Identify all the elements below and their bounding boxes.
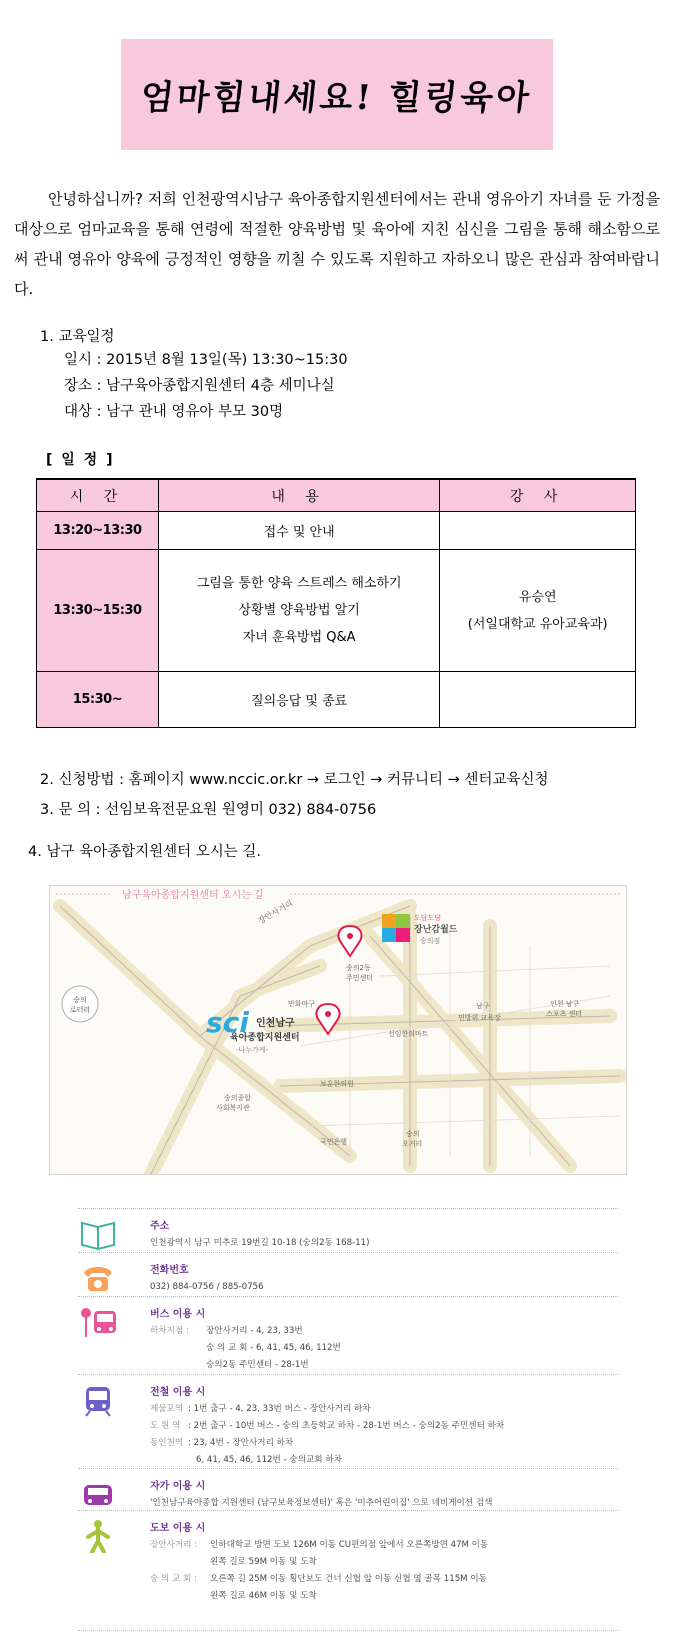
map-label-sports2: 스포츠 센터 (546, 1010, 583, 1018)
map-label-bohun: 보훈한의원 (320, 1080, 354, 1088)
row-content: 질의응답 및 종료 (158, 672, 439, 728)
table-row (37, 550, 636, 672)
subway-label: 동인천역 (150, 1438, 184, 1448)
section1-target: 대상 : 남구 관내 영유아 부모 30명 (64, 404, 284, 420)
address-text: 인천광역시 남구 미추로 19번길 10-18 (숭의2동 168-11) (150, 1238, 370, 1248)
bus-title: 버스 이용 시 (150, 1309, 206, 1320)
center-logo: sci (206, 1006, 249, 1039)
info-walk (78, 1510, 618, 1631)
page-title: 엄마힘내세요! 힐링육아 (138, 78, 535, 118)
map-label-dodo: 도담도담 (414, 914, 442, 922)
map-label-center2: 육아종합지원센터 (230, 1033, 300, 1043)
info-address (78, 1208, 618, 1253)
map-label-manhwa: 만화마구 (288, 1000, 316, 1008)
walk-line: 왼쪽 길로 59M 이동 및 도착 (210, 1557, 317, 1567)
speaker-affiliation: (서일대학교 유아교육과) (467, 616, 608, 632)
subway-line: 6, 41, 45, 46, 112번 - 숭의교회 하차 (196, 1455, 342, 1465)
schedule-header-row (37, 479, 636, 512)
map-label-seonim: 선임한의마트 (388, 1030, 429, 1038)
header-speaker: 강 사 (440, 479, 636, 512)
row-speaker (440, 550, 636, 672)
row-content (158, 550, 439, 672)
map-label-sungui2: 숭의2동 (346, 964, 371, 972)
section1-place: 장소 : 남구육아종합지원센터 4층 세미나실 (64, 378, 335, 394)
subway-line: : 1번 출구 - 4, 23, 33번 버스 - 장안사거리 하차 (188, 1404, 371, 1414)
bus-line: 장안사거리 - 4, 23, 33번 (206, 1326, 303, 1336)
subway-line: : 2번 출구 - 10번 버스 - 숭의 초등학교 하차 - 28-1번 버스 - 숭의2동 주민센터 하차 (188, 1421, 505, 1431)
section4-heading: 4. 남구 육아종합지원센터 오시는 길. (28, 844, 261, 860)
speaker-name: 유승연 (518, 589, 557, 605)
subway-label: 도 원 역 (150, 1421, 181, 1431)
row-time: 13:30~15:30 (37, 550, 159, 672)
map-label-welfare2: 사회복지관 (216, 1104, 250, 1112)
intro-paragraph: 안녕하십니까? 저희 인천광역시남구 육아종합지원센터에서는 관내 영유아기 자녀를 둔 가정을 대상으로 엄마교육을 통해 연령에 적절한 양육방법 및 육아에 지친 심신을 그림을 통해 해소함으로써 관내 영유아 양육에 긍정적인 영향을 끼칠 수 있도록 지원하고 자하오니 많은 관심과 참여바랍니다. (14, 190, 660, 298)
train-icon (78, 1383, 118, 1417)
subway-title: 전철 이용 시 (150, 1387, 206, 1398)
map-label-ogeori2: 오거리 (402, 1140, 423, 1148)
walk-title: 도보 이용 시 (150, 1523, 206, 1534)
schedule-table (36, 478, 636, 728)
map-header: 남구육아종합지원센터 오시는 길 (122, 890, 264, 901)
map-label-bank: 국민은행 (320, 1138, 348, 1146)
schedule-tag: [ 일 정 ] (46, 452, 115, 468)
walk-text (150, 1537, 488, 1605)
info-subway (78, 1374, 618, 1469)
bus-line: 숭 의 교 회 - 6, 41, 45, 46, 112번 (206, 1343, 341, 1353)
row-speaker (440, 512, 636, 550)
bus-line: 숭의2동 주민센터 - 28-1번 (206, 1360, 309, 1370)
walk-line: 오른쪽 길 25M 이동 횡단보도 건너 신협 앞 이동 신협 옆 골목 115M 이동 (210, 1574, 487, 1584)
content-line: 자녀 훈육방법 Q&A (242, 630, 356, 645)
content-line: 상황별 양육방법 알기 (238, 603, 360, 618)
phone-title: 전화번호 (150, 1265, 189, 1276)
bus-stop-icon (78, 1305, 118, 1339)
map-label-mancheong: 민방위 교육장 (458, 1014, 501, 1022)
walk-line: 왼쪽 길로 46M 이동 및 도착 (210, 1591, 317, 1601)
header-time: 시 간 (37, 479, 159, 512)
row-time: 13:20~13:30 (37, 512, 159, 550)
phone-icon (78, 1261, 118, 1295)
divider (78, 1630, 618, 1632)
subway-line: : 23, 4번 - 장안사거리 하차 (188, 1438, 294, 1448)
section1-heading: 1. 교육일정 (40, 329, 115, 345)
table-row (37, 672, 636, 728)
title-banner (121, 39, 553, 150)
info-car (78, 1468, 618, 1511)
content-line: 그림을 통한 양육 스트레스 해소하기 (196, 576, 402, 591)
book-icon (78, 1217, 118, 1251)
info-bus (78, 1296, 618, 1375)
map-label-janganroad: 장안사거리 (256, 898, 295, 926)
map-graphic (50, 886, 626, 1174)
table-row (37, 512, 636, 550)
map-label-center-sub: -나누가게- (236, 1046, 269, 1054)
row-content: 접수 및 안내 (158, 512, 439, 550)
map-label-rotary: 숭의 (73, 996, 87, 1004)
location-map (49, 885, 627, 1175)
bus-label: 하차지점 : (150, 1326, 189, 1336)
bus-text (150, 1323, 341, 1374)
map-label-welfare: 숭의종합 (224, 1094, 252, 1102)
walk-label: 숭 의 교 회 : (150, 1574, 198, 1584)
map-label-jangnan: 장난감월드 (414, 925, 458, 935)
map-label-sungui2-sub: 주민센터 (346, 974, 374, 982)
map-label-sports: 인천 남구 (550, 1000, 580, 1008)
walk-label: 장안사거리 : (150, 1540, 198, 1550)
subway-label: 제물포역 (150, 1404, 184, 1414)
car-text: '인천남구육아종합 지원센터 (남구보육정보센터)' 혹은 '미추어린이집' 으로 네비게이션 검색 (150, 1498, 493, 1508)
map-label-center: 인천남구 (256, 1018, 295, 1029)
map-label-jangnan-sub: 숭의점 (420, 937, 441, 945)
row-time: 15:30~ (37, 672, 159, 728)
car-icon (78, 1477, 118, 1511)
map-label-rotary2: 로터리 (69, 1006, 91, 1014)
section2-apply: 2. 신청방법 : 홈페이지 www.nccic.or.kr → 로그인 → 커뮤니티 → 센터교육신청 (40, 772, 549, 788)
subway-text (150, 1401, 504, 1469)
map-label-namgu: 남구 (476, 1002, 490, 1010)
walk-line: 인하대학교 방면 도보 126M 이동 CU편의점 앞에서 오른쪽방면 47M 이동 (210, 1540, 489, 1550)
header-content: 내 용 (158, 479, 439, 512)
row-speaker (440, 672, 636, 728)
walking-person-icon (78, 1519, 118, 1553)
map-label-ogeori: 숭의 (406, 1130, 420, 1138)
address-title: 주소 (150, 1221, 170, 1232)
section1-date: 일시 : 2015년 8월 13일(목) 13:30~15:30 (64, 352, 348, 368)
car-title: 자가 이용 시 (150, 1481, 206, 1492)
phone-text: 032) 884-0756 / 885-0756 (150, 1282, 264, 1292)
info-phone (78, 1252, 618, 1297)
section3-contact: 3. 문 의 : 선임보육전문요원 원영미 032) 884-0756 (40, 802, 377, 818)
